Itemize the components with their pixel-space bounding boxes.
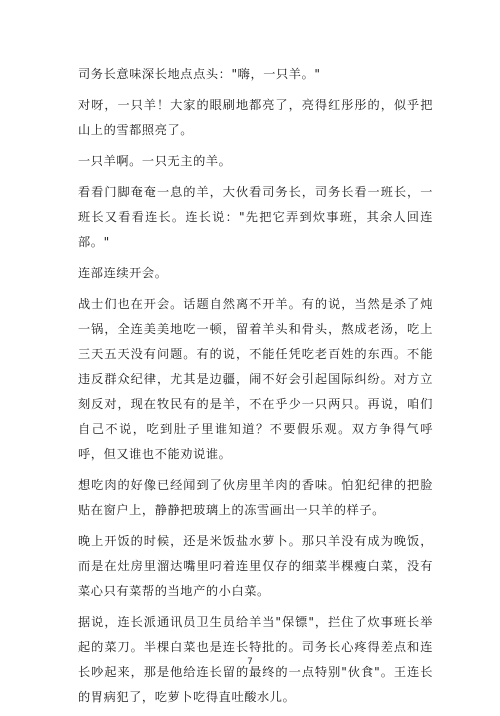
paragraph-3: 一只羊啊。一只无主的羊。 [78, 154, 232, 168]
page-number: 7 [247, 657, 253, 667]
paragraph-4: 看看门脚奄奄一息的羊，大伙看司务长，司务长看一班长，一班长又看看连长。连长说："先把它弄到炊事班，其余人回连部。" [78, 185, 433, 249]
paragraph-6: 战士们也在开会。话题自然离不开羊。有的说，当然是杀了炖一锅，全连美美地吃一顿，留着羊头和骨头，熬成老汤，吃上三天五天没有问题。有的说，不能任凭吃老百姓的东西。不能违反群众纪律，尤其是边疆，闹不好会引起国际纠纷。对方立刻反对，现在牧民有的是羊，不在乎少一只两只。再说，咱们自己不说，吃到肚子里谁知道？不要假乐观。双方争得气呼呼，但又谁也不能劝说谁。 [78, 297, 433, 461]
document-body [78, 62, 433, 716]
paragraph-9: 据说，连长派通讯员卫生员给羊当"保镖"，拦住了炊事班长举起的菜刀。半棵白菜也是连长特批的。司务长心疼得差点和连长吵起来，那是他给连长留的最终的一点特别"伙食"。王连长的胃病犯了，吃萝卜吃得直吐酸水儿。 [78, 615, 433, 704]
paragraph-2: 对呀，一只羊！大家的眼刷地都亮了，亮得红彤彤的，似乎把山上的雪都照亮了。 [78, 98, 433, 137]
paragraph-5: 连部连续开会。 [78, 266, 168, 280]
paragraph-1: 司务长意味深长地点点头："嗨，一只羊。" [78, 67, 321, 81]
paragraph-8: 晚上开饭的时候，还是米饭盐水萝卜。那只羊没有成为晚饭，而是在灶房里溜达嘴里叼着连里仅存的细菜半棵瘦白菜，没有菜心只有菜帮的当地产的小白菜。 [78, 534, 433, 598]
paragraph-7: 想吃肉的好像已经闻到了伙房里羊肉的香味。怕犯纪律的把脸贴在窗户上，静静把玻璃上的冻雪画出一只羊的样子。 [78, 478, 433, 517]
